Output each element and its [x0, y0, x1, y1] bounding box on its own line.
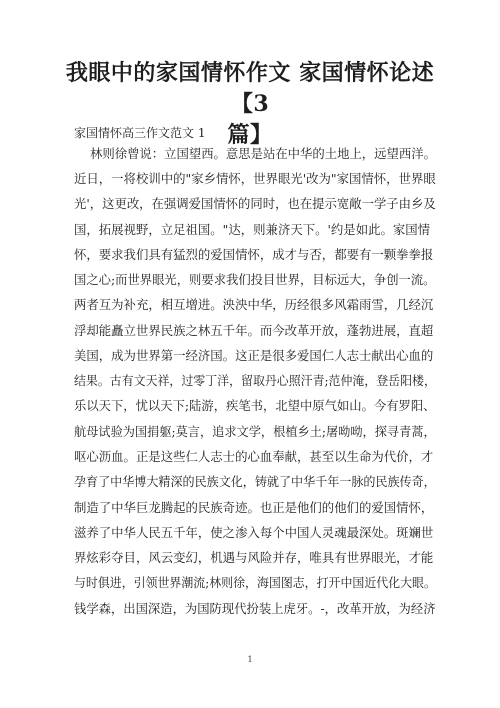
body-line: 怀，要求我们具有猛烈的爱国情怀，成才与否，都要有一颗拳拳报 — [74, 247, 434, 262]
body-line: 孕育了中华博大精深的民族文化，铸就了中华千年一脉的民族传奇， — [74, 474, 436, 489]
body-line: 航母试验为国捐躯;莫言，追求文学，根植乡土;屠呦呦，探寻青蒿， — [74, 424, 436, 439]
body-line: 制造了中华巨龙腾起的民族奇迹。也正是他们的他们的爱国情怀， — [74, 500, 434, 515]
body-line: 两者互为补充，相互增进。泱泱中华，历经很多风霜雨雪，几经沉 — [74, 297, 434, 312]
body-line: 国之心;而世界眼光，则要求我们投目世界，目标远大，争创一流。 — [74, 272, 436, 287]
page-number: 1 — [247, 655, 253, 664]
body-line: 近日，一将校训中的"家乡情怀，世界眼光'改为"家国情怀，世界眼 — [74, 171, 436, 186]
body-line: 界炫彩夺目，风云变幻，机遇与风险并存，唯具有世界眼光，才能 — [74, 550, 434, 565]
body-line: 林则徐曾说：立国望西。意思是站在中华的土地上，远望西洋。 — [90, 146, 436, 161]
body-line: 国，拓展视野，立足祖国。"达，则兼济天下。'约是如此。家国情 — [74, 222, 431, 237]
body-line: 光'，这更改，在强调爱国情怀的同时，也在提示宽敞一学子由乡及 — [74, 196, 436, 211]
body-line: 结果。古有文天祥，过零丁洋，留取丹心照汗青;范仲淹，登岳阳楼， — [74, 373, 436, 388]
body-line: 滋养了中华人民五千年，使之渗入每个中国人灵魂最深处。斑斓世 — [74, 525, 434, 540]
body-line: 与时俱进，引领世界潮流;林则徐，海国图志，打开中国近代化大眼。 — [74, 575, 436, 590]
body-line: 浮却能矗立世界民族之林五千年。而今改革开放，蓬勃进展，直超 — [74, 323, 434, 338]
body-line: 钱学森，出国深造，为国防现代扮装上虎牙。-，改革开放，为经济 — [74, 601, 436, 616]
body-line: 呕心沥血。正是这些仁人志士的心血奉献，甚至以生命为代价，才 — [74, 449, 434, 464]
title-line-2: 篇】 — [227, 122, 273, 148]
body-line: 乐以天下，忧以天下;陆游，疾笔书，北望中原气如山。今有罗阳、 — [74, 398, 436, 413]
body-line: 美国，成为世界第一经济国。这正是很多爱国仁人志士献出心血的 — [74, 348, 434, 363]
essay-subtitle: 家国情怀高三作文范文 1 — [74, 126, 206, 140]
title-line-1: 我眼中的家国情怀作文 家国情怀论述【3 — [65, 60, 435, 117]
